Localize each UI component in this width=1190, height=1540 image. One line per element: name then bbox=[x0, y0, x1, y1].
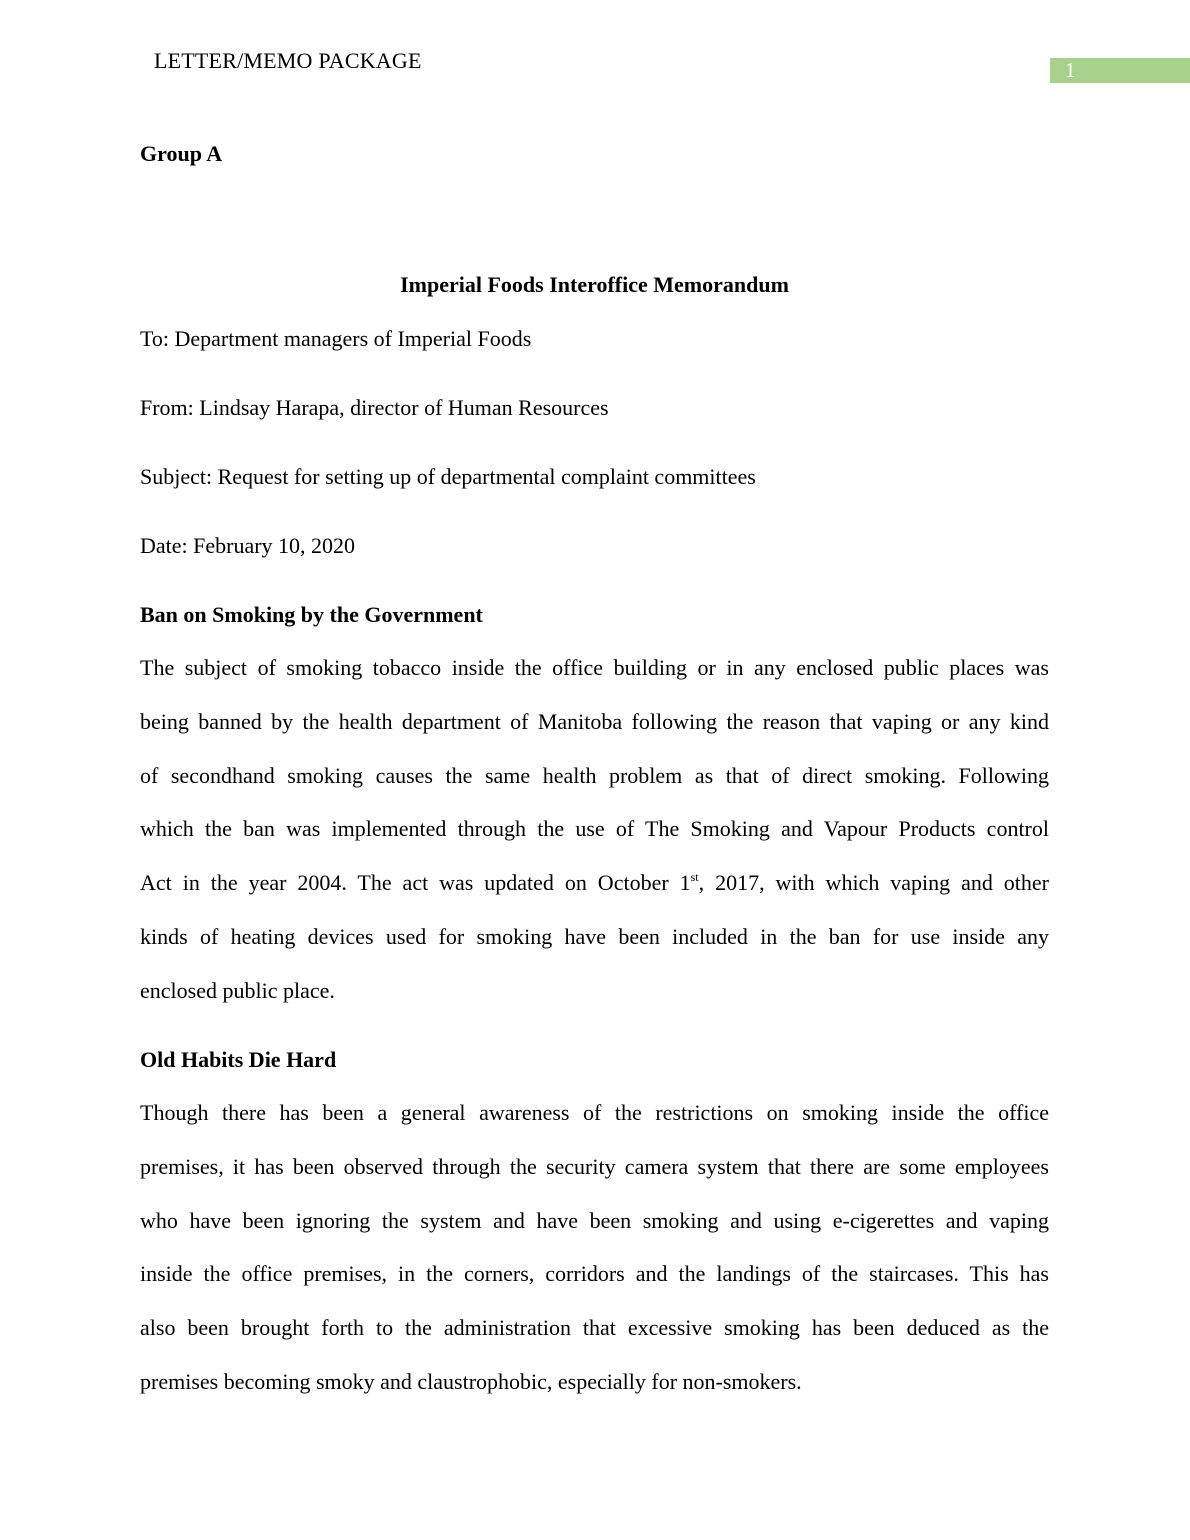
body-line-text: Act in the year 2004. The act was updated on October 1 bbox=[140, 870, 691, 896]
body-line bbox=[140, 856, 1049, 910]
body-line: also been brought forth to the administration that excessive smoking has been deduced as the bbox=[140, 1315, 1049, 1341]
section-body-ban bbox=[140, 641, 1049, 1018]
body-line: premises becoming smoky and claustrophobic, especially for non-smokers. bbox=[140, 1368, 802, 1394]
section-heading-habits: Old Habits Die Hard bbox=[140, 1047, 337, 1072]
body-line: Though there has been a general awareness of the restrictions on smoking inside the office bbox=[140, 1100, 1049, 1125]
page-number-badge bbox=[1050, 58, 1190, 83]
ordinal-superscript: st bbox=[690, 870, 699, 885]
body-line: who have been ignoring the system and have been smoking and using e-cigerettes and vaping bbox=[140, 1207, 1049, 1233]
body-line: of secondhand smoking causes the same health problem as that of direct smoking. Following bbox=[140, 762, 1049, 788]
memo-to: To: Department managers of Imperial Foods bbox=[140, 326, 532, 351]
body-line: inside the office premises, in the corners, corridors and the landings of the staircases. This has bbox=[140, 1261, 1049, 1287]
body-line: The subject of smoking tobacco inside the office building or in any enclosed public places was bbox=[140, 655, 1049, 680]
memo-from: From: Lindsay Harapa, director of Human Resources bbox=[140, 395, 609, 420]
body-line: kinds of heating devices used for smoking have been included in the ban for use inside any bbox=[140, 923, 1049, 949]
page-number: 1 bbox=[1065, 58, 1076, 82]
body-line-text: , 2017, with which vaping and other bbox=[698, 870, 1049, 896]
group-label: Group A bbox=[140, 141, 223, 166]
body-line: enclosed public place. bbox=[140, 977, 335, 1003]
body-line: premises, it has been observed through the security camera system that there are some employees bbox=[140, 1153, 1049, 1179]
memo-date: Date: February 10, 2020 bbox=[140, 533, 356, 558]
section-heading-ban: Ban on Smoking by the Government bbox=[140, 602, 483, 627]
section-body-habits bbox=[140, 1086, 1049, 1409]
body-line: being banned by the health department of Manitoba following the reason that vaping or any kind bbox=[140, 708, 1049, 734]
memo-title: Imperial Foods Interoffice Memorandum bbox=[400, 272, 789, 297]
body-line: which the ban was implemented through the use of The Smoking and Vapour Products control bbox=[140, 816, 1049, 842]
running-header: LETTER/MEMO PACKAGE bbox=[154, 48, 422, 73]
memo-subject: Subject: Request for setting up of departmental complaint committees bbox=[140, 464, 756, 489]
